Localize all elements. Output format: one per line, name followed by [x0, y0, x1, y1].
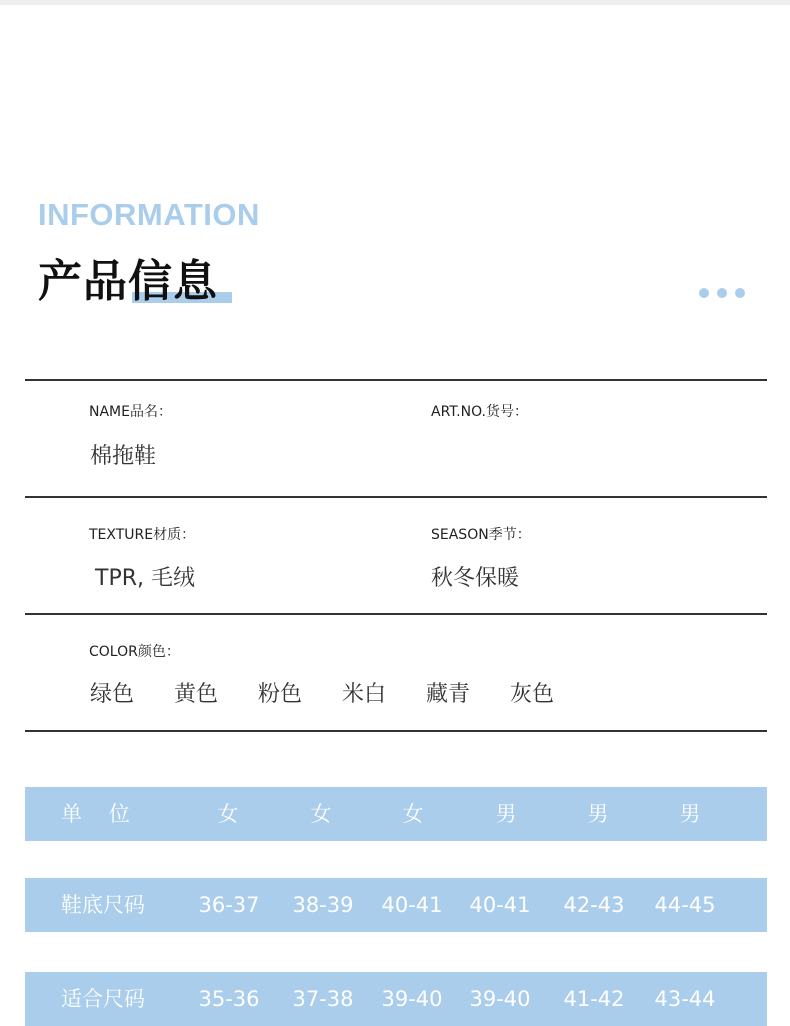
- table-cell: 男: [495, 802, 517, 826]
- table-cell: 40-41: [469, 893, 531, 917]
- color-option: 粉色: [258, 682, 303, 707]
- table-cell: 女: [217, 802, 239, 826]
- top-strip: [0, 0, 790, 5]
- season-label: SEASON季节：: [431, 527, 531, 543]
- section-heading-group: [38, 252, 218, 312]
- color-option: 藏青: [426, 682, 471, 707]
- divider-rule: [25, 379, 767, 381]
- divider-rule: [25, 730, 767, 732]
- dot: [699, 288, 709, 298]
- texture-value: TPR, 毛绒: [95, 566, 195, 591]
- section-eyebrow: INFORMATION: [38, 197, 260, 232]
- divider-rule: [25, 496, 767, 498]
- table-cell: 42-43: [563, 893, 625, 917]
- row-label: 鞋底尺码: [61, 893, 145, 917]
- row-label: 适合尺码: [61, 987, 145, 1011]
- divider-rule: [25, 613, 767, 615]
- table-cell: 36-37: [198, 893, 260, 917]
- dot: [717, 288, 727, 298]
- row-label: 单 位: [61, 802, 130, 826]
- table-cell: 43-44: [654, 987, 716, 1011]
- dot: [735, 288, 745, 298]
- table-cell: 男: [587, 802, 609, 826]
- color-label: COLOR颜色：: [89, 644, 180, 660]
- table-cell: 44-45: [654, 893, 716, 917]
- table-cell: 女: [310, 802, 332, 826]
- name-value: 棉拖鞋: [90, 444, 157, 469]
- art-no-label: ART.NO.货号：: [431, 404, 529, 420]
- name-label: NAME品名：: [89, 404, 172, 420]
- color-option: 米白: [342, 682, 387, 707]
- table-cell: 40-41: [381, 893, 443, 917]
- table-cell: 39-40: [381, 987, 443, 1011]
- texture-label: TEXTURE材质：: [89, 527, 196, 543]
- table-cell: 男: [679, 802, 701, 826]
- table-cell: 女: [402, 802, 424, 826]
- size-row-fit: [25, 972, 767, 1026]
- season-value: 秋冬保暖: [431, 566, 520, 591]
- size-row-unit: [25, 787, 767, 841]
- color-list: [90, 677, 594, 708]
- table-cell: 41-42: [563, 987, 625, 1011]
- table-cell: 38-39: [292, 893, 354, 917]
- color-option: 绿色: [90, 682, 135, 707]
- color-option: 黄色: [174, 682, 219, 707]
- table-cell: 35-36: [198, 987, 260, 1011]
- section-title: 产品信息: [38, 256, 218, 307]
- table-cell: 37-38: [292, 987, 354, 1011]
- more-dots-icon: [699, 288, 745, 298]
- size-row-sole: [25, 878, 767, 932]
- color-option: 灰色: [510, 682, 555, 707]
- table-cell: 39-40: [469, 987, 531, 1011]
